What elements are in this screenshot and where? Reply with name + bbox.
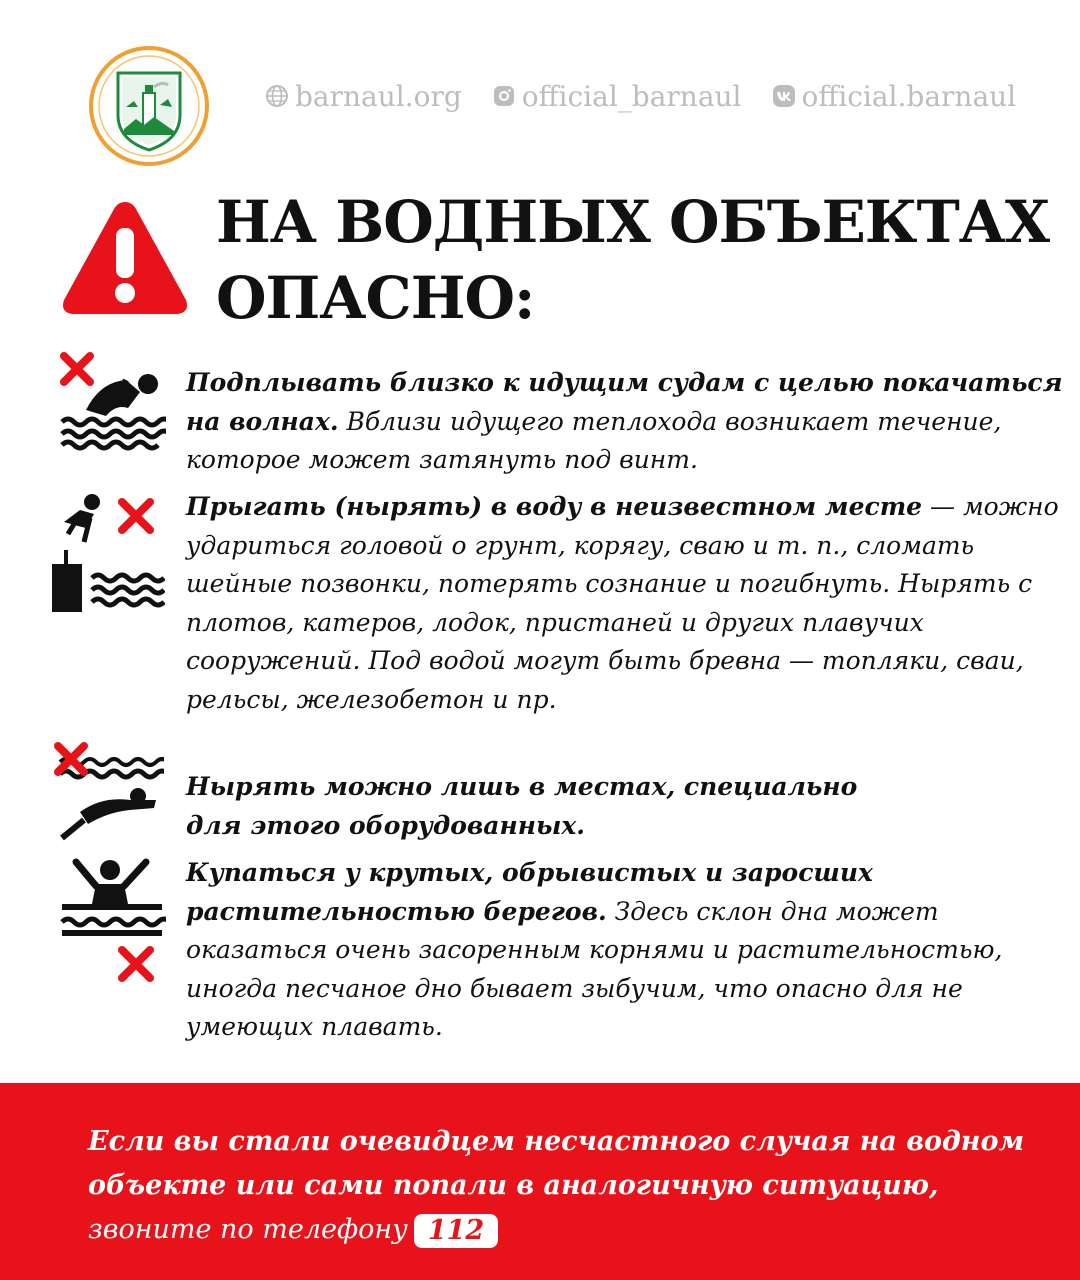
page-title [216,184,1056,336]
banner-line-2: объекте или сами попали в аналогичную ситуацию, [88,1170,939,1201]
danger-item-4 [186,854,1066,1047]
danger-item-4-text: Здесь склон дна может оказаться очень засоренным корнями и растительностью, иногда песчаное дно бывает зыбучим, что опасно для не умеющих плавать. [186,896,1003,1041]
danger-item-1 [186,364,1066,480]
danger-item-3 [186,768,886,845]
social-vk[interactable] [772,80,1017,113]
social-instagram-label: official_barnaul [521,79,742,113]
warning-icon [60,196,190,318]
social-website[interactable] [265,80,462,113]
danger-item-1-bold: Подплывать близко к идущим судам с целью покачаться на волнах. [186,368,1063,436]
vk-icon [772,84,796,108]
camera-icon [492,84,516,108]
swimmer-near-waves-crossed-icon [56,352,166,452]
danger-item-3-bold: Нырять можно лишь в местах, специально для этого оборудованных. [186,772,858,840]
danger-item-4-bold: Купаться у крутых, обрывистых и заросших растительностью берегов. [186,858,873,926]
social-vk-label: official.barnaul [801,79,1017,113]
danger-item-2 [186,488,1066,719]
social-website-label: barnaul.org [295,79,462,113]
title-line-2: ОПАСНО: [216,264,535,332]
barnaul-coat-of-arms-logo [88,45,210,167]
globe-icon [265,84,289,108]
danger-item-2-bold: Прыгать (нырять) в воду в неизвестном месте [186,492,923,521]
emergency-banner-text [88,1120,1063,1252]
drowning-person-crossed-icon [56,858,166,983]
danger-item-1-text: Вблизи идущего теплохода возникает течение, которое может затянуть под винт. [186,406,1002,474]
banner-call-text: звоните по телефону [88,1214,408,1245]
emergency-phone-badge[interactable]: 112 [414,1214,498,1248]
diver-jumping-crossed-icon [50,492,165,617]
title-line-1: НА ВОДНЫХ ОБЪЕКТАХ [216,188,1049,256]
underwater-swimmer-crossed-icon [54,742,164,842]
social-links [265,74,1055,118]
danger-item-2-text: — можно удариться головой о грунт, корягу, сваю и т. п., сломать шейные позвонки, потерять сознание и погибнуть. Нырять с плотов, катеров, лодок, пристаней и других плавучих сооружений. Под водой могут быть бревна — топляки, сваи, рельсы, железобетон и пр. [186,492,1059,714]
banner-line-1: Если вы стали очевидцем несчастного случая на водном [88,1126,1025,1157]
social-instagram[interactable] [492,80,742,113]
